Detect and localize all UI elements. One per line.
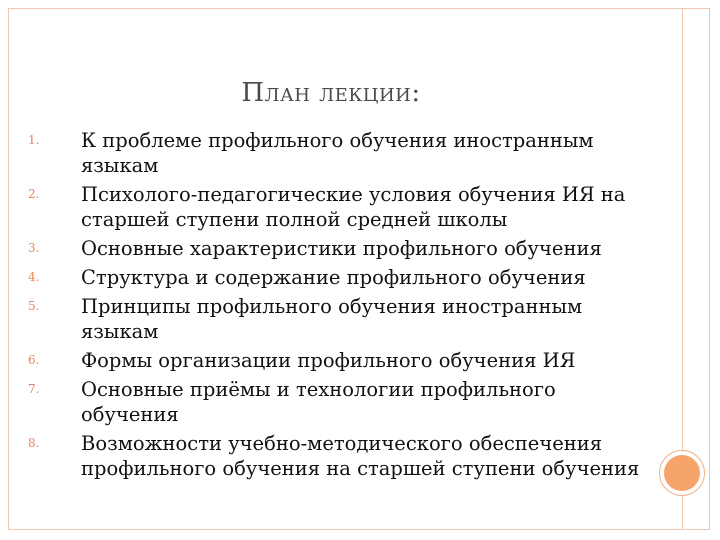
list-item-text: К проблеме профильного обучения иностранным языкам — [81, 129, 594, 177]
list-item-number: 2. — [28, 187, 40, 201]
list-item-text: Принципы профильного обучения иностранным языкам — [81, 295, 583, 343]
list-item-text: Основные приёмы и технологии профильного обучения — [81, 378, 556, 426]
list-item-text: Психолого-педагогические условия обучения ИЯ на старшей ступени полной средней школы — [81, 183, 626, 231]
list-item — [28, 294, 648, 344]
list-item — [28, 377, 648, 427]
list-item-number: 7. — [28, 382, 40, 396]
decorative-circle — [659, 450, 705, 496]
decorative-circle-fill — [664, 455, 700, 491]
lecture-plan-list — [28, 128, 648, 485]
list-item-number: 8. — [28, 436, 40, 450]
list-item-number: 6. — [28, 353, 40, 367]
list-item-number: 1. — [28, 133, 40, 147]
list-item — [28, 128, 648, 178]
list-item — [28, 182, 648, 232]
list-item-text: Возможности учебно-методического обеспечения профильного обучения на старшей ступени обучения — [81, 432, 640, 480]
list-item-text: Структура и содержание профильного обучения — [81, 266, 586, 289]
list-item-number: 3. — [28, 241, 40, 255]
list-item-number: 4. — [28, 270, 40, 284]
list-item — [28, 265, 648, 290]
list-item — [28, 236, 648, 261]
list-item-number: 5. — [28, 299, 40, 313]
slide-title: План лекции: — [241, 78, 421, 108]
list-item — [28, 431, 648, 481]
list-item — [28, 348, 648, 373]
list-item-text: Основные характеристики профильного обучения — [81, 237, 602, 260]
list-item-text: Формы организации профильного обучения ИЯ — [81, 349, 576, 372]
